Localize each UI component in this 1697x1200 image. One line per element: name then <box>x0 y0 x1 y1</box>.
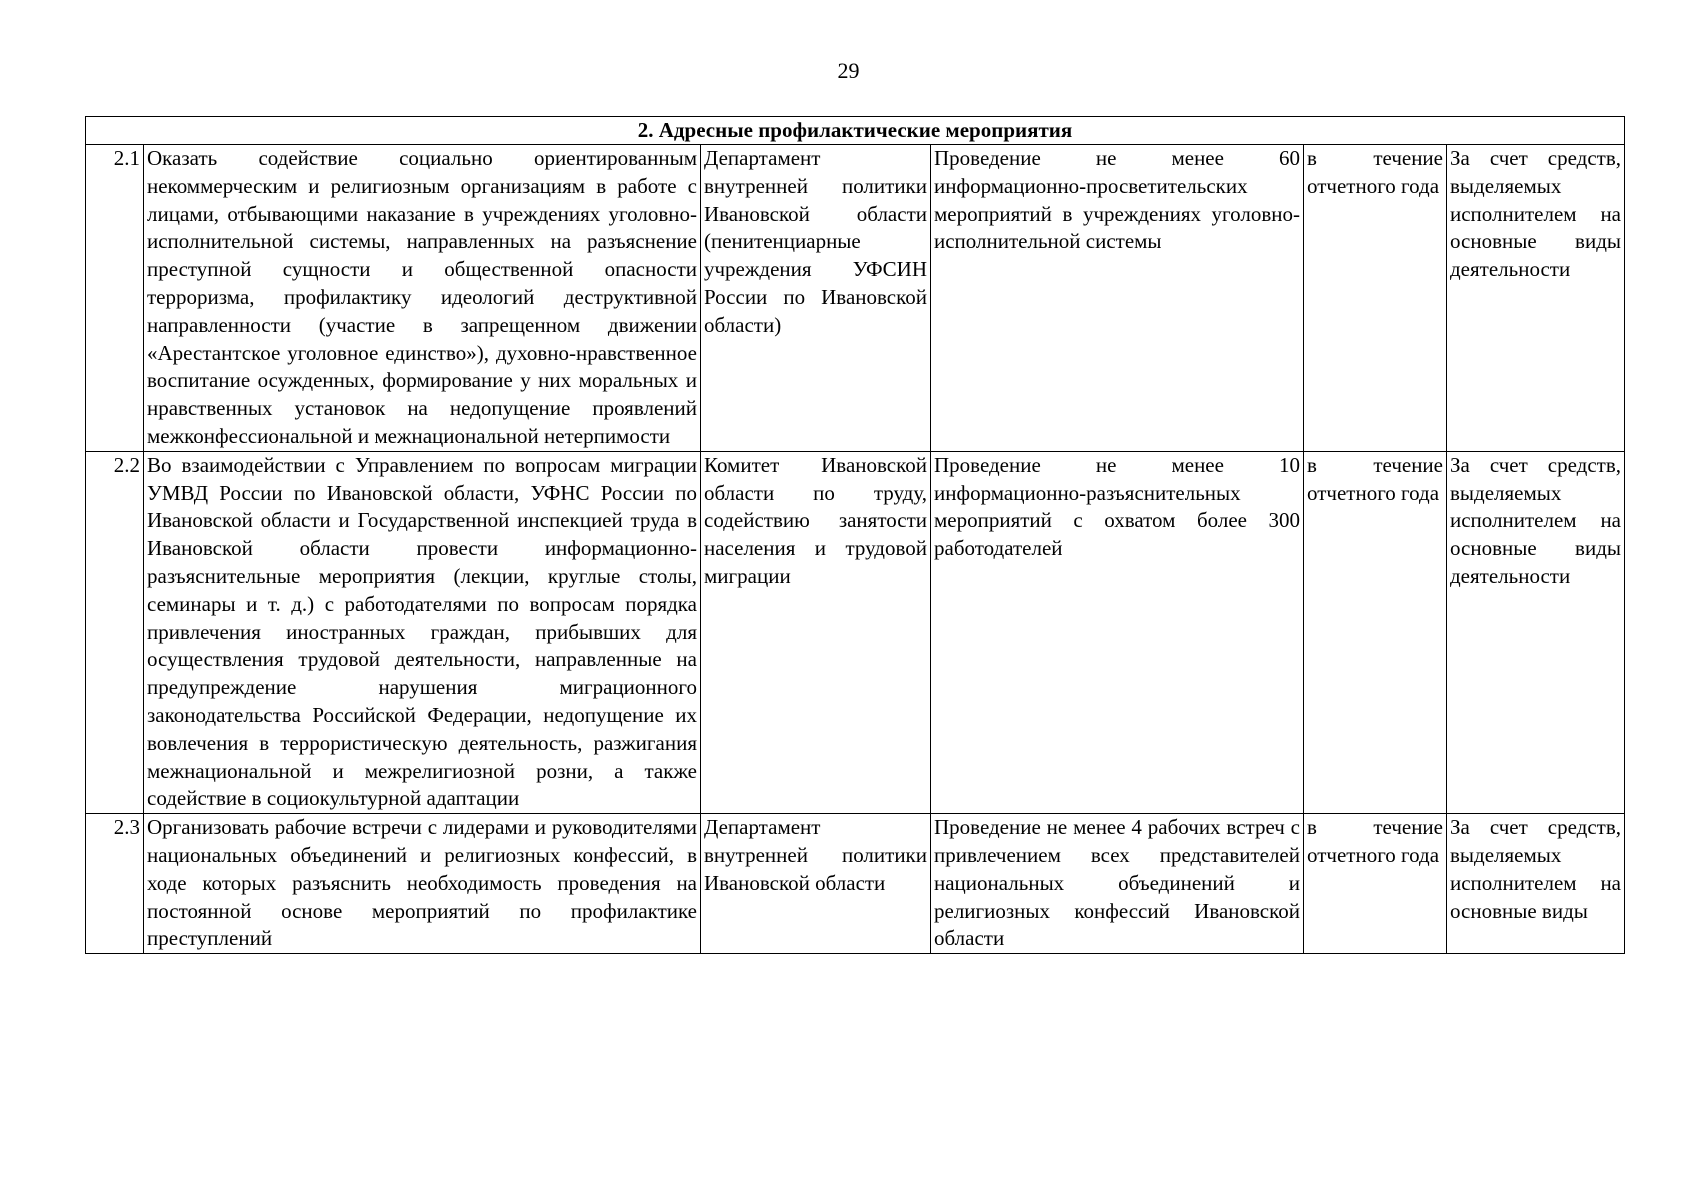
result-cell: Проведение не менее 4 рабочих встреч с привлечением всех представителей национальных объединений и религиозных конфессий Ивановской области <box>931 814 1304 954</box>
term-cell: в течение отчетного года <box>1304 451 1447 813</box>
table-row <box>86 451 1625 813</box>
row-number: 2.1 <box>86 145 144 452</box>
term-cell: в течение отчетного года <box>1304 814 1447 954</box>
section-title: 2. Адресные профилактические мероприятия <box>86 117 1625 145</box>
executor-cell: Комитет Ивановской области по труду, содействию занятости населения и трудовой миграции <box>701 451 931 813</box>
financing-cell: За счет средств, выделяемых исполнителем на основные виды <box>1447 814 1625 954</box>
activity-cell: Во взаимодействии с Управлением по вопросам миграции УМВД России по Ивановской области, УФНС России по Ивановской области и Государственной инспекцией труда в Ивановской области провести информационно-разъяснительные мероприятия (лекции, круглые столы, семинары и т. д.) с работодателями по вопросам порядка привлечения иностранных граждан, прибывших для осуществления трудовой деятельности, направленные на предупреждение нарушения миграционного законодательства Российской Федерации, недопущение их вовлечения в террористическую деятельность, разжигания межнациональной и межрелигиозной розни, а также содействие в социокультурной адаптации <box>144 451 701 813</box>
activity-cell: Оказать содействие социально ориентированным некоммерческим и религиозным организациям в работе с лицами, отбывающими наказание в учреждениях уголовно-исполнительной системы, направленных на разъяснение преступной сущности и общественной опасности терроризма, профилактику идеологий деструктивной направленности (участие в запрещенном движении «Арестантское уголовное единство»), духовно-нравственное воспитание осужденных, формирование у них моральных и нравственных установок на недопущение проявлений межконфессиональной и межнациональной нетерпимости <box>144 145 701 452</box>
term-cell: в течение отчетного года <box>1304 145 1447 452</box>
executor-cell: Департамент внутренней политики Ивановской области <box>701 814 931 954</box>
financing-cell: За счет средств, выделяемых исполнителем на основные виды деятельности <box>1447 451 1625 813</box>
row-number: 2.2 <box>86 451 144 813</box>
page-number: 29 <box>837 58 860 83</box>
section-header-row <box>86 117 1625 145</box>
financing-cell: За счет средств, выделяемых исполнителем на основные виды деятельности <box>1447 145 1625 452</box>
row-number: 2.3 <box>86 814 144 954</box>
measures-table <box>85 116 1625 954</box>
result-cell: Проведение не менее 60 информационно-просветительских мероприятий в учреждениях уголовно-исполнительной системы <box>931 145 1304 452</box>
result-cell: Проведение не менее 10 информационно-разъяснительных мероприятий с охватом более 300 работодателей <box>931 451 1304 813</box>
table-row <box>86 814 1625 954</box>
activity-cell: Организовать рабочие встречи с лидерами и руководителями национальных объединений и религиозных конфессий, в ходе которых разъяснить необходимость проведения на постоянной основе мероприятий по профилактике преступлений <box>144 814 701 954</box>
table-row <box>86 145 1625 452</box>
executor-cell: Департамент внутренней политики Ивановской области (пенитенциарные учреждения УФСИН России по Ивановской области) <box>701 145 931 452</box>
